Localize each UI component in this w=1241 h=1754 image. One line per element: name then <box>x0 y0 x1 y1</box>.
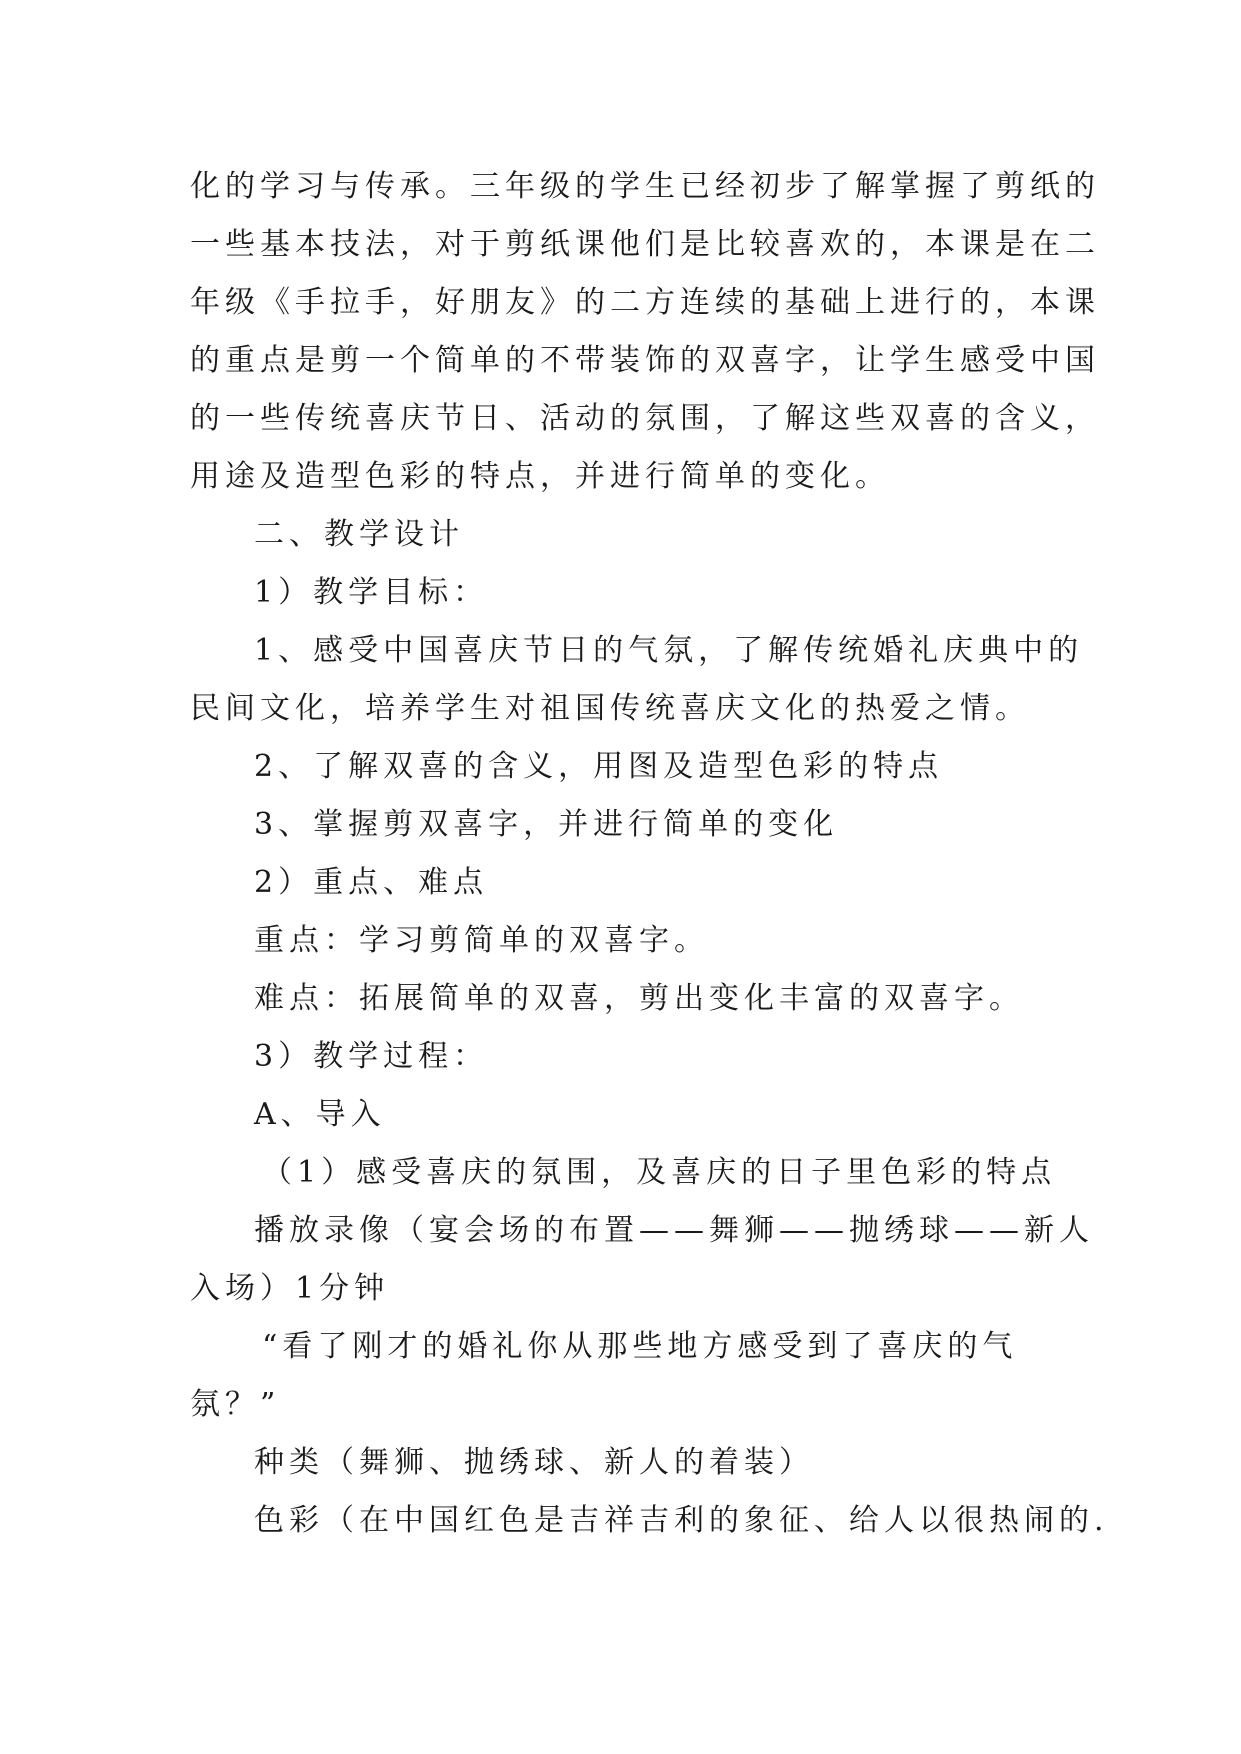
list-item: 2、了解双喜的含义，用图及造型色彩的特点 <box>254 749 944 784</box>
subsection-heading: 1）教学目标： <box>254 575 489 610</box>
list-item: 1、感受中国喜庆节日的气氛，了解传统婚礼庆典中的 <box>254 633 1084 668</box>
document-body <box>190 158 1109 1550</box>
text-line: 播放录像（宴会场的布置——舞狮——抛绣球——新人 <box>254 1213 1094 1248</box>
text-line: 用途及造型色彩的特点，并进行简单的变化。 <box>190 459 890 494</box>
step-heading: A、导入 <box>254 1097 386 1132</box>
text-line: 的重点是剪一个简单的不带装饰的双喜字，让学生感受中国 <box>190 343 1100 378</box>
step-item: （1）感受喜庆的氛围，及喜庆的日子里色彩的特点 <box>262 1155 1057 1190</box>
quote-line: 氛？” <box>190 1387 281 1422</box>
section-heading: 二、教学设计 <box>254 517 464 552</box>
text-line: 一些基本技法，对于剪纸课他们是比较喜欢的，本课是在二 <box>190 227 1100 262</box>
text-line: 入场）1分钟 <box>190 1271 390 1306</box>
text-line: 色彩（在中国红色是吉祥吉利的象征、给人以很热闹的. <box>254 1503 1109 1538</box>
text-line: 化的学习与传承。三年级的学生已经初步了解掌握了剪纸的 <box>190 169 1100 204</box>
subsection-heading: 2）重点、难点 <box>254 865 489 900</box>
text-line: 种类（舞狮、抛绣球、新人的着装） <box>254 1445 814 1480</box>
list-item: 3、掌握剪双喜字，并进行简单的变化 <box>254 807 839 842</box>
quote-line: “看了刚才的婚礼你从那些地方感受到了喜庆的气 <box>262 1329 1018 1364</box>
text-line: 民间文化，培养学生对祖国传统喜庆文化的热爱之情。 <box>190 691 1030 726</box>
text-line: 重点：学习剪简单的双喜字。 <box>254 923 709 958</box>
text-line: 的一些传统喜庆节日、活动的氛围，了解这些双喜的含义， <box>190 401 1100 436</box>
text-line: 难点：拓展简单的双喜，剪出变化丰富的双喜字。 <box>254 981 1024 1016</box>
text-line: 年级《手拉手，好朋友》的二方连续的基础上进行的，本课 <box>190 285 1100 320</box>
subsection-heading: 3）教学过程： <box>254 1039 489 1074</box>
